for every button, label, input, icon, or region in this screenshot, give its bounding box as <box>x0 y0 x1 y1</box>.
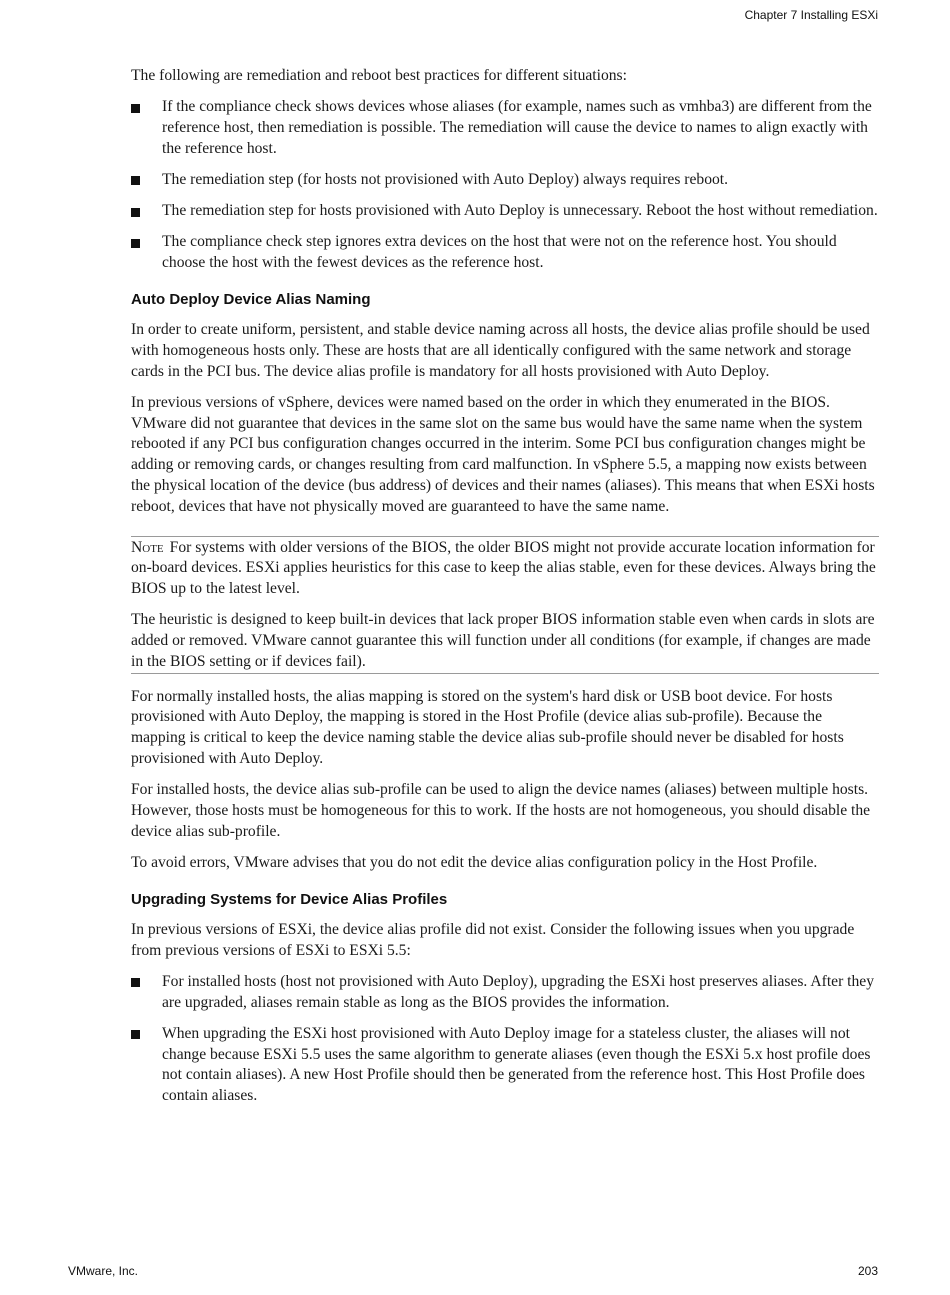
paragraph: In previous versions of ESXi, the device alias profile did not exist. Consider the following issues when you upgrade from previous versions of ESXi to ESXi 5.5: <box>131 920 855 959</box>
bullet-square-icon <box>131 239 140 248</box>
page-body <box>131 66 879 1117</box>
list-item <box>131 97 879 159</box>
upgrade-issues-list <box>131 972 879 1107</box>
bullet-square-icon <box>131 104 140 113</box>
list-item-text: The remediation step (for hosts not provisioned with Auto Deploy) always requires reboot. <box>162 170 729 188</box>
note-label: Note <box>131 538 164 556</box>
section-heading-upgrading: Upgrading Systems for Device Alias Profiles <box>131 890 448 908</box>
note-paragraph <box>131 538 879 600</box>
paragraph: For installed hosts, the device alias sub-profile can be used to align the device names (aliases) between multiple hosts. However, those hosts must be homogeneous for this to work. If the hosts are not homogeneous, you should disable the device alias sub-profile. <box>131 781 871 840</box>
list-item-text: When upgrading the ESXi host provisioned with Auto Deploy image for a stateless cluster, the aliases will not change because ESXi 5.5 uses the same algorithm to generate aliases (even though the ESXi 5.x host profile does not contain aliases). A new Host Profile should then be generated from the reference host. This Host Profile does contain aliases. <box>162 1024 871 1105</box>
list-item-text: For installed hosts (host not provisioned with Auto Deploy), upgrading the ESXi host preserves aliases. After they are upgraded, aliases remain stable as long as the BIOS provides the information. <box>162 972 875 1011</box>
paragraph: To avoid errors, VMware advises that you do not edit the device alias configuration policy in the Host Profile. <box>131 854 818 872</box>
list-item-text: The remediation step for hosts provisioned with Auto Deploy is unnecessary. Reboot the host without remediation. <box>162 202 878 220</box>
list-item <box>131 170 879 191</box>
list-item <box>131 1024 879 1107</box>
page-number: 203 <box>857 1264 878 1278</box>
paragraph: For normally installed hosts, the alias mapping is stored on the system's hard disk or USB boot device. For hosts provisioned with Auto Deploy, the mapping is stored in the Host Profile (device alias sub-profile). Because the mapping is critical to keep the device naming stable the device alias sub-profile should never be disabled for hosts provisioned with Auto Deploy. <box>131 687 844 768</box>
bullet-square-icon <box>131 978 140 987</box>
intro-paragraph: The following are remediation and reboot best practices for different situations: <box>131 67 627 84</box>
list-item <box>131 201 879 222</box>
best-practices-list <box>131 97 879 274</box>
list-item <box>131 232 879 274</box>
running-header: Chapter 7 Installing ESXi <box>744 8 878 22</box>
footer-company: VMware, Inc. <box>68 1264 139 1278</box>
note-box <box>131 536 879 674</box>
list-item-text: If the compliance check shows devices whose aliases (for example, names such as vmhba3) are different from the reference host, then remediation is possible. The remediation will cause the device to names to align exactly with the reference host. <box>162 98 872 157</box>
note-paragraph: The heuristic is designed to keep built-in devices that lack proper BIOS information stable even when cards in slots are added or removed. VMware cannot guarantee this will function under all conditions (for example, if changes are made in the BIOS setting or if devices fail). <box>131 611 875 670</box>
list-item-text: The compliance check step ignores extra devices on the host that were not on the reference host. You should choose the host with the fewest devices as the reference host. <box>162 233 837 272</box>
note-text: For systems with older versions of the BIOS, the older BIOS might not provide accurate location information for on-board devices. ESXi applies heuristics for this case to keep the alias stable, even for these devices. Always bring the BIOS up to the latest level. <box>131 538 876 598</box>
bullet-square-icon <box>131 208 140 217</box>
section-heading-alias-naming: Auto Deploy Device Alias Naming <box>131 290 371 308</box>
bullet-square-icon <box>131 1030 140 1039</box>
bullet-square-icon <box>131 176 140 185</box>
paragraph: In order to create uniform, persistent, and stable device naming across all hosts, the device alias profile should be used with homogeneous hosts only. These are hosts that are all identically configured with the same network and storage cards in the PCI bus. The device alias profile is mandatory for all hosts provisioned with Auto Deploy. <box>131 320 870 380</box>
list-item <box>131 972 879 1014</box>
paragraph: In previous versions of vSphere, devices were named based on the order in which they enumerated in the BIOS. VMware did not guarantee that devices in the same slot on the same bus would have the same name when the system rebooted if any PCI bus configuration changes occurred in the interim. Some PCI bus configuration changes might be adding or removing cards, or changes resulting from card malfunction. In vSphere 5.5, a mapping now exists between the physical location of the device (bus address) of devices and their names (aliases). This means that when ESXi hosts reboot, devices that have not physically moved are guaranteed to have the same name. <box>131 393 875 515</box>
